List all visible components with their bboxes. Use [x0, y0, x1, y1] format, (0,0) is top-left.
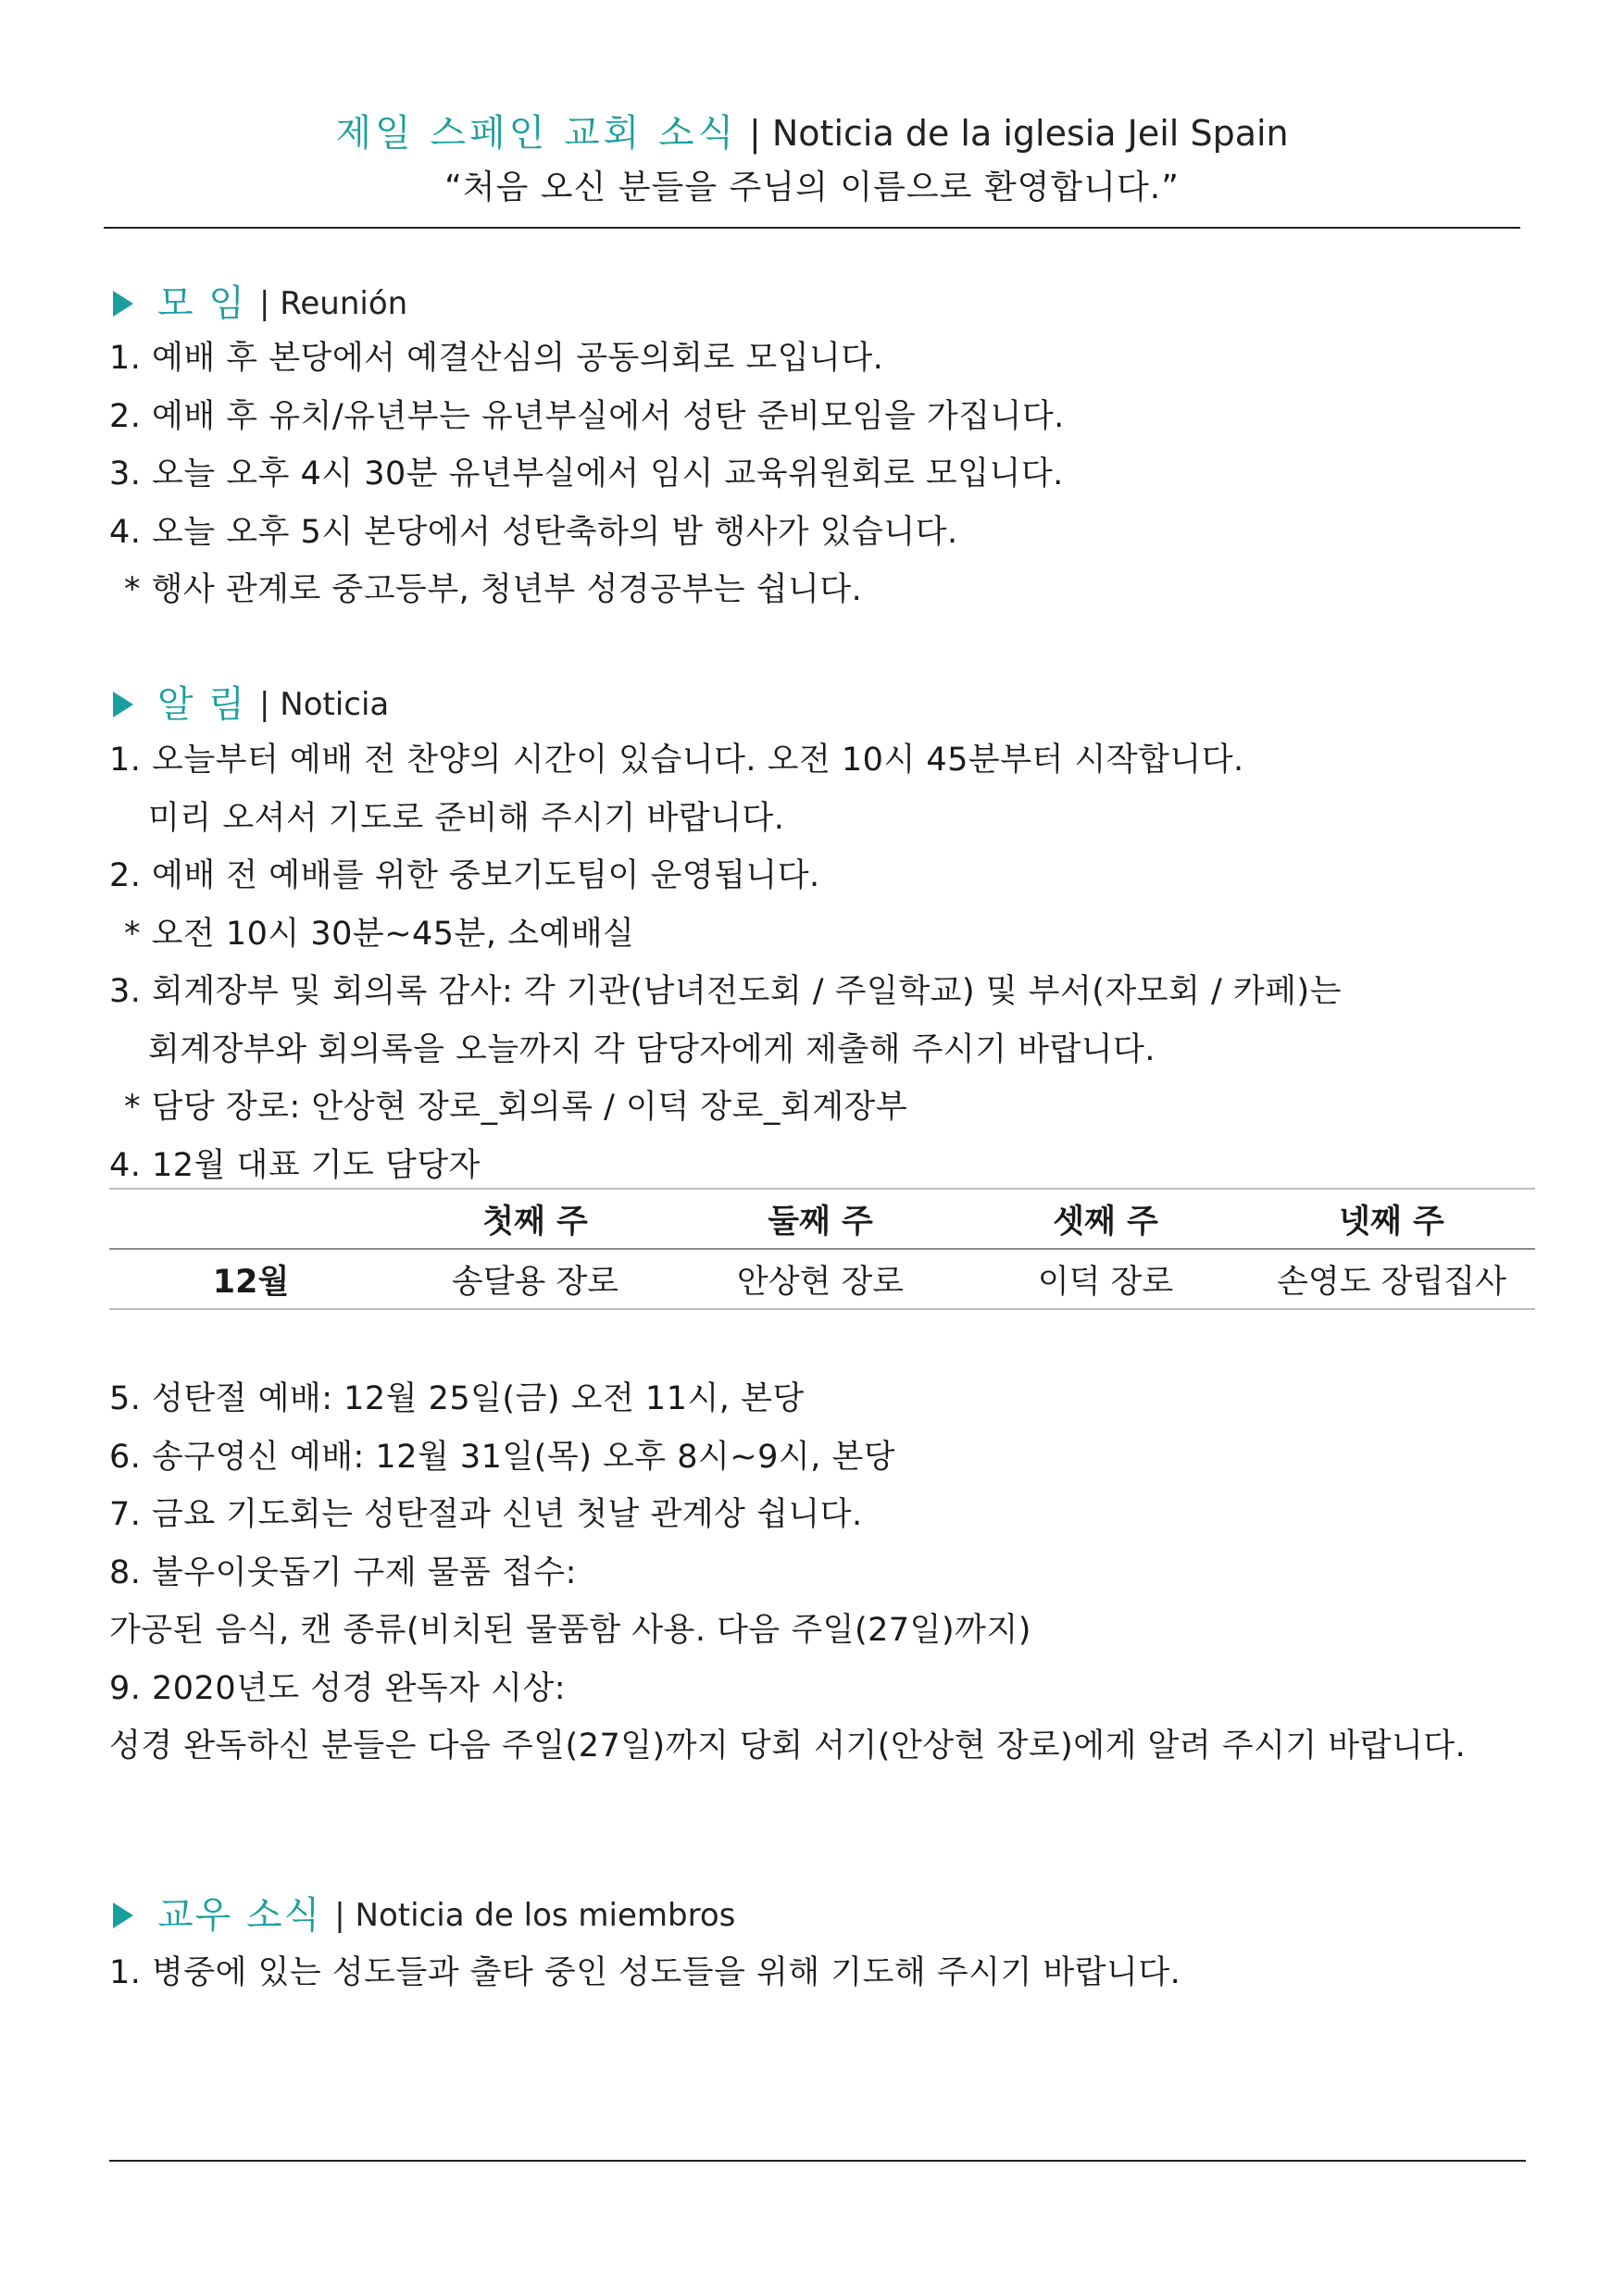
list-item: 6. 송구영신 예배: 12월 31일(목) 오후 8시~9시, 본당 [109, 1438, 896, 1476]
page-title-spanish: | Noticia de la iglesia Jeil Spain [749, 113, 1289, 154]
table-cell: 안상현 장로 [736, 1263, 905, 1301]
section-heading-noticia [113, 681, 389, 728]
list-item: 5. 성탄절 예배: 12월 25일(금) 오전 11시, 본당 [109, 1380, 805, 1417]
list-item-continuation: 가공된 음식, 캔 종류(비치된 물품함 사용. 다음 주일(27일)까지) [109, 1612, 1031, 1649]
list-item: 1. 오늘부터 예배 전 찬양의 시간이 있습니다. 오전 10시 45분부터 시작합니다. [109, 742, 1244, 779]
noticia-list-a [109, 731, 1554, 1194]
triangle-right-icon [113, 1902, 133, 1928]
list-item: 2. 예배 전 예배를 위한 중보기도팀이 운영됩니다. [109, 857, 820, 894]
list-item: 1. 병중에 있는 성도들과 출타 중인 성도들을 위해 기도해 주시기 바랍니다. [109, 1954, 1181, 1991]
table-header-cell: 첫째 주 [482, 1203, 588, 1241]
list-item-continuation: 회계장부와 회의록을 오늘까지 각 담당자에게 제출해 주시기 바랍니다. [148, 1030, 1156, 1068]
list-item-continuation: 미리 오셔서 기도로 준비해 주시기 바랍니다. [148, 799, 785, 837]
section-heading-reunion [113, 281, 407, 327]
triangle-right-icon [113, 692, 133, 717]
list-item: 2. 예배 후 유치/유년부는 유년부실에서 성탄 준비모임을 가집니다. [109, 397, 1065, 435]
section-heading-miembros [113, 1892, 735, 1939]
prayer-schedule-table [109, 1188, 1535, 1310]
section-title-es: | Noticia de los miembros [334, 1897, 736, 1934]
list-note: * 오전 10시 30분~45분, 소예배실 [124, 915, 635, 953]
top-divider [104, 227, 1520, 229]
section-title-ko: 교우 소식 [157, 1894, 322, 1937]
miembros-list [109, 1944, 1554, 2002]
section-title-ko: 알 림 [157, 683, 246, 726]
list-item: 1. 예배 후 본당에서 예결산심의 공동의회로 모입니다. [109, 340, 884, 377]
table-cell: 손영도 장립집사 [1277, 1263, 1506, 1301]
welcome-message: “처음 오신 분들을 주님의 이름으로 환영합니다.” [444, 168, 1180, 206]
section-title-es: | Reunión [259, 285, 408, 322]
header-title-line [0, 109, 1624, 157]
bottom-divider [109, 2160, 1526, 2162]
list-item: 3. 오늘 오후 4시 30분 유년부실에서 임시 교육위원회로 모입니다. [109, 455, 1064, 493]
list-item: 4. 12월 대표 기도 담당자 [109, 1146, 481, 1184]
table-row-label: 12월 [212, 1263, 290, 1301]
list-note: * 담당 장로: 안상현 장로_회의록 / 이덕 장로_회계장부 [124, 1089, 908, 1126]
list-note: * 행사 관계로 중고등부, 청년부 성경공부는 쉽니다. [124, 571, 863, 608]
table-cell: 이덕 장로 [1037, 1263, 1174, 1301]
table-header-row [109, 1190, 1535, 1250]
reunion-list [109, 330, 1554, 619]
triangle-right-icon [113, 291, 133, 317]
list-item: 7. 금요 기도회는 성탄절과 신년 첫날 관계상 쉽니다. [109, 1496, 863, 1533]
table-header-cell: 넷째 주 [1339, 1203, 1444, 1241]
list-item: 9. 2020년도 성경 완독자 시상: [109, 1669, 567, 1707]
noticia-list-b [109, 1370, 1554, 1776]
table-header-cell: 셋째 주 [1053, 1203, 1158, 1241]
page-title: 제일 스페인 교회 소식 [335, 112, 738, 155]
table-header-cell: 둘째 주 [768, 1203, 873, 1241]
table-row [109, 1250, 1535, 1308]
section-title-es: | Noticia [259, 686, 390, 723]
list-item: 3. 회계장부 및 회의록 감사: 각 기관(남녀전도회 / 주일학교) 및 부서(자모회 / 카페)는 [109, 973, 1343, 1010]
list-item: 8. 불우이웃돕기 구제 물품 접수: [109, 1553, 577, 1591]
list-item: 4. 오늘 오후 5시 본당에서 성탄축하의 밤 행사가 있습니다. [109, 513, 958, 551]
section-title-ko: 모 임 [157, 282, 246, 325]
list-item-continuation: 성경 완독하신 분들은 다음 주일(27일)까지 당회 서기(안상현 장로)에게 알려 주시기 바랍니다. [109, 1727, 1467, 1765]
table-cell: 송달용 장로 [451, 1263, 619, 1301]
page-header [0, 109, 1624, 213]
